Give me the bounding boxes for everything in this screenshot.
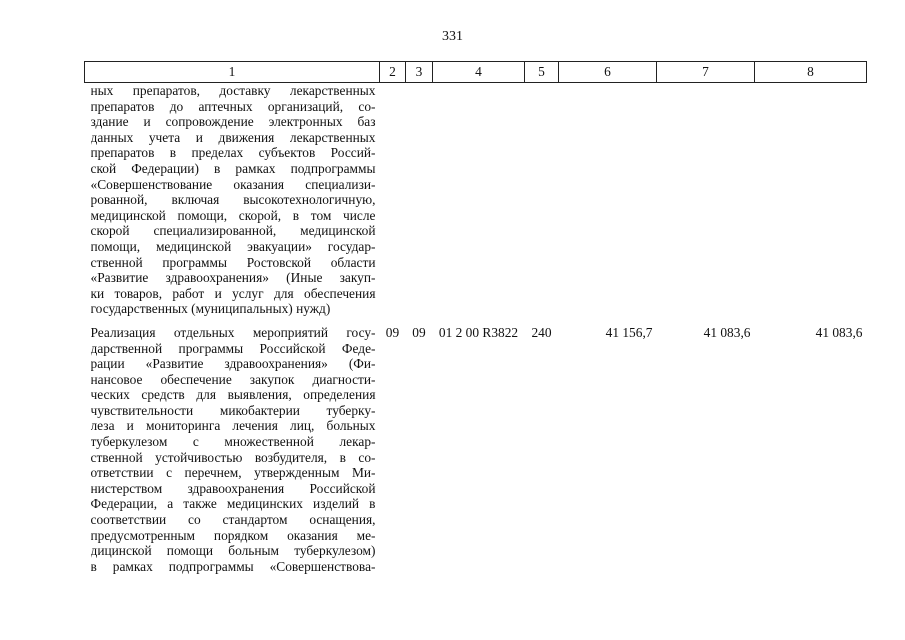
table-row bbox=[85, 83, 867, 317]
description-line: рации «Развитие здравоохранения» (Фи- bbox=[90, 356, 376, 372]
section-code bbox=[380, 83, 406, 317]
description-line: препаратов в пределах субъектов Россий- bbox=[90, 145, 376, 161]
description-line: ки товаров, работ и услуг для обеспечения bbox=[90, 285, 376, 301]
target-article-code: 01 2 00 R3822 bbox=[438, 324, 519, 340]
description-line: в рамках подпрограммы «Совершенствова- bbox=[90, 558, 376, 574]
row-description bbox=[85, 325, 380, 575]
amount-year-1 bbox=[559, 83, 657, 317]
description-line: ответствии с перечнем, утвержденным Ми- bbox=[90, 465, 376, 481]
column-header: 8 bbox=[755, 62, 867, 83]
amount-year-2 bbox=[657, 83, 755, 317]
description-line: ных препаратов, доставку лекарственных bbox=[90, 83, 376, 98]
description-line: Федерации, а также медицинских изделий в bbox=[90, 496, 376, 512]
description-line: чувствительности микобактерии туберку- bbox=[90, 402, 376, 418]
description-line: ской Федерации) в рамках подпрограммы bbox=[90, 160, 376, 176]
description-line: государственных (муниципальных) нужд) bbox=[90, 301, 331, 317]
description-line: ческих средств для выявления, определения bbox=[90, 387, 376, 403]
description-line: леза и мониторинга лечения лиц, больных bbox=[90, 418, 376, 434]
description-line: «Совершенствование оказания специализи- bbox=[90, 176, 376, 192]
description-line: предусмотренным порядком оказания ме- bbox=[90, 527, 376, 543]
column-header: 7 bbox=[657, 62, 755, 83]
amount-year-2: 41 083,6 bbox=[703, 324, 751, 340]
description-line: Реализация отдельных мероприятий госу- bbox=[90, 324, 376, 340]
description-line: здание и сопровождение электронных баз bbox=[90, 114, 376, 130]
description-line: соответствии со стандартом оснащения, bbox=[90, 512, 376, 528]
description-line: нансовое обеспечение закупок диагности- bbox=[90, 371, 376, 387]
description-line: медицинской помощи, скорой, в том числе bbox=[90, 207, 376, 223]
amount-year-1: 41 156,7 bbox=[605, 324, 653, 340]
table-header-row bbox=[85, 62, 867, 83]
column-header: 4 bbox=[433, 62, 525, 83]
column-header: 5 bbox=[525, 62, 559, 83]
description-line: скорой специализированной, медицинской bbox=[90, 223, 376, 239]
description-line: данных учета и движения лекарственных bbox=[90, 129, 376, 145]
amount-year-3: 41 083,6 bbox=[815, 324, 863, 340]
description-line: туберкулезом с множественной лекар- bbox=[90, 434, 376, 450]
description-line: нистерством здравоохранения Российской bbox=[90, 480, 376, 496]
page-number: 331 bbox=[442, 29, 463, 44]
column-header: 6 bbox=[559, 62, 657, 83]
expense-type-code bbox=[525, 83, 559, 317]
subsection-code bbox=[406, 83, 433, 317]
row-spacer bbox=[85, 317, 867, 325]
column-header: 3 bbox=[406, 62, 433, 83]
description-line: ственной устойчивостью возбудителя, в со- bbox=[90, 449, 376, 465]
amount-year-3 bbox=[755, 83, 867, 317]
description-line: дарственной программы Российской Феде- bbox=[90, 340, 376, 356]
expense-type-code: 240 bbox=[531, 324, 552, 340]
section-code: 09 bbox=[385, 324, 400, 340]
table-row bbox=[85, 325, 867, 575]
description-line: дицинской помощи больным туберкулезом) bbox=[90, 543, 376, 559]
subsection-code: 09 bbox=[412, 324, 426, 340]
target-article-code bbox=[433, 83, 525, 317]
description-line: помощи, медицинской эвакуации» государ- bbox=[90, 238, 376, 254]
description-line: «Развитие здравоохранения» (Иные закуп- bbox=[90, 270, 376, 286]
description-line: рованной, включая высокотехнологичную, bbox=[90, 192, 376, 208]
description-line: ственной программы Ростовской области bbox=[90, 254, 376, 270]
column-header: 2 bbox=[380, 62, 406, 83]
row-description bbox=[85, 83, 380, 317]
column-header: 1 bbox=[85, 62, 380, 83]
description-line: препаратов до аптечных организаций, со- bbox=[90, 98, 376, 114]
budget-table bbox=[84, 61, 867, 574]
